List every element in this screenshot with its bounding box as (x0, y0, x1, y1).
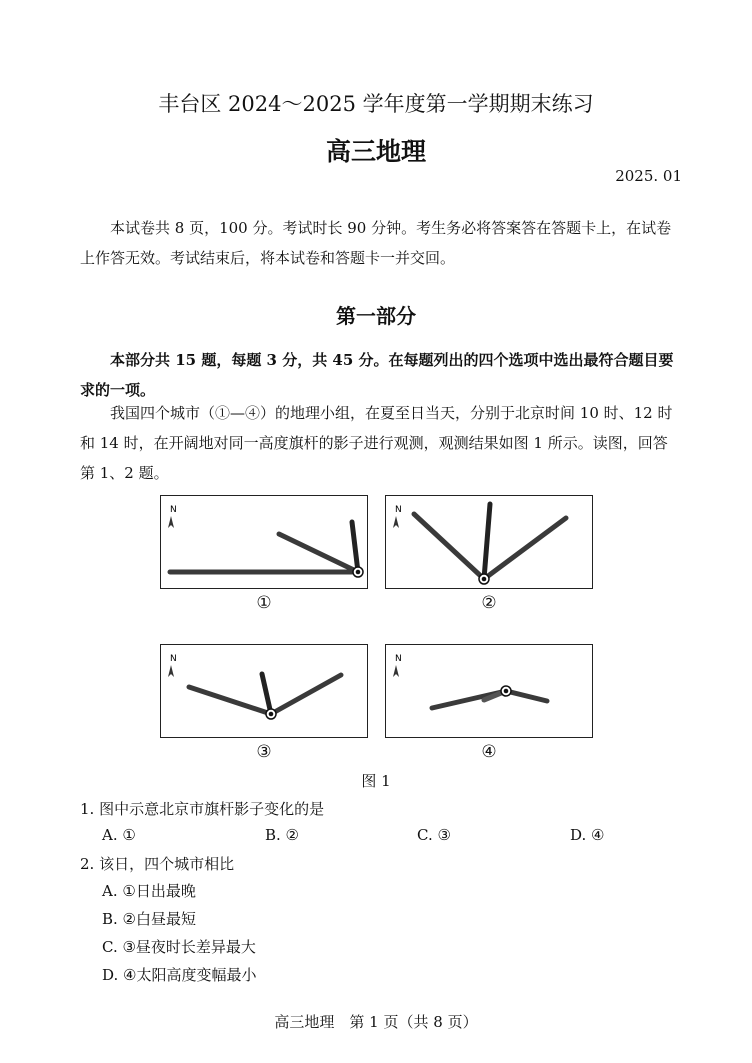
part-title: 第一部分 (336, 304, 416, 328)
page-footer: 高三地理 第 1 页（共 8 页） (274, 1013, 478, 1031)
panel-label-4: ④ (481, 742, 497, 762)
q2-option-c: C. ③昼夜时长差异最大 (102, 938, 256, 956)
question-2 (80, 853, 234, 874)
q1-option-b: B. ② (265, 826, 300, 844)
shadow-line (352, 522, 358, 572)
north-label: N (170, 505, 177, 515)
shadow-line (414, 514, 484, 579)
shadow-line (262, 674, 271, 714)
question-text: 图中示意北京市旗杆影子变化的是 (99, 800, 325, 818)
q2-option-b: B. ②白昼最短 (102, 910, 197, 928)
panel-label-2: ② (481, 593, 497, 613)
question-1 (80, 798, 324, 819)
north-label: N (395, 505, 402, 515)
north-arrow-icon (393, 516, 399, 528)
q2-option-a: A. ①日出最晚 (102, 882, 196, 900)
shadow-figure-panel-1 (160, 495, 368, 589)
shadow-line (271, 675, 341, 714)
question-number: 1. (80, 800, 95, 818)
q2-option-d: D. ④太阳高度变幅最小 (102, 966, 257, 984)
shadow-line (189, 687, 271, 714)
north-label: N (395, 654, 402, 664)
north-arrow-icon (393, 665, 399, 677)
exam-instructions: 本试卷共 8 页，100 分。考试时长 90 分钟。考生务必将答案答在答题卡上，在试卷上作答无效。考试结束后，将本试卷和答题卡一并交回。 (80, 219, 672, 267)
shadow-line (506, 691, 547, 701)
q1-option-c: C. ③ (417, 826, 451, 844)
north-label: N (170, 654, 177, 664)
shadow-line (484, 504, 490, 579)
figure-caption: 图 1 (361, 772, 391, 790)
panel-label-1: ① (256, 593, 272, 613)
shadow-line (484, 518, 566, 579)
q1-option-d: D. ④ (570, 826, 605, 844)
question-number: 2. (80, 855, 95, 873)
exam-date: 2025. 01 (615, 167, 682, 185)
shadow-figure-panel-3 (160, 644, 368, 738)
shadow-line (279, 534, 358, 572)
panel-label-3: ③ (256, 742, 272, 762)
question-text: 该日，四个城市相比 (99, 855, 235, 873)
question-stem: 我国四个城市（①—④）的地理小组，在夏至日当天，分别于北京时间 10 时、12 时和 14 时，在开阔地对同一高度旗杆的影子进行观测，观测结果如图 1 所示。读图，回答第 1、2 题。 (80, 404, 673, 482)
subject-title: 高三地理 (325, 137, 426, 166)
q1-option-a: A. ① (102, 826, 136, 844)
exam-title: 丰台区 2024～2025 学年度第一学期期末练习 (158, 92, 594, 116)
north-arrow-icon (168, 665, 174, 677)
shadow-figure-panel-2 (385, 495, 593, 589)
part-description: 本部分共 15 题，每题 3 分，共 45 分。在每题列出的四个选项中选出最符合题目要求的一项。 (80, 351, 674, 399)
shadow-figure-panel-4 (385, 644, 593, 738)
north-arrow-icon (168, 516, 174, 528)
